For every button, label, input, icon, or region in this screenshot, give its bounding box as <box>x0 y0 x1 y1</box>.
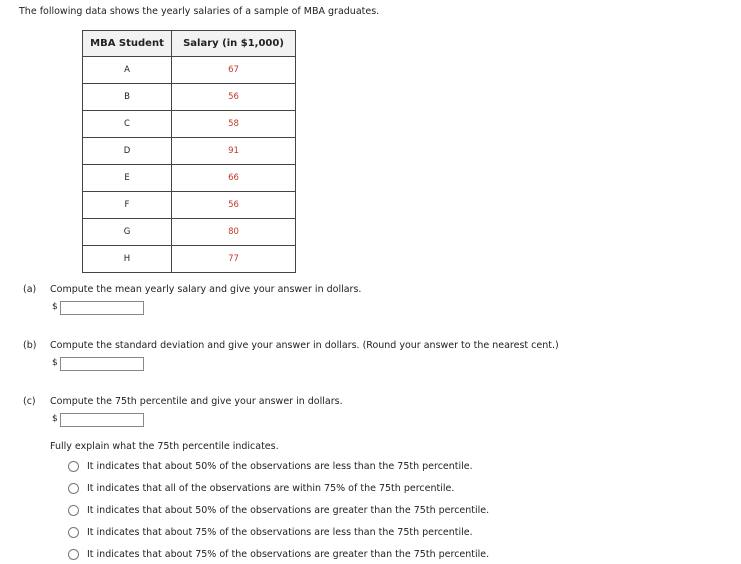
student-cell: B <box>83 84 172 111</box>
option-3[interactable] <box>68 504 489 516</box>
salary-cell: 77 <box>172 246 296 273</box>
radio-button[interactable] <box>68 461 79 472</box>
salary-cell: 67 <box>172 57 296 84</box>
table-row <box>83 165 296 192</box>
option-5[interactable] <box>68 548 489 560</box>
part-c-label: (c) <box>23 396 36 407</box>
part-a-question: Compute the mean yearly salary and give your answer in dollars. <box>50 284 362 295</box>
part-a-currency: $ <box>52 302 58 312</box>
student-cell: E <box>83 165 172 192</box>
table-header-row <box>83 31 296 57</box>
option-label: It indicates that about 50% of the observations are greater than the 75th percentile. <box>87 504 490 516</box>
table-row <box>83 219 296 246</box>
salary-cell: 58 <box>172 111 296 138</box>
part-c-question: Compute the 75th percentile and give your answer in dollars. <box>50 396 343 407</box>
header-mba-student: MBA Student <box>83 31 172 57</box>
radio-button[interactable] <box>68 549 79 560</box>
radio-button[interactable] <box>68 483 79 494</box>
part-a-label: (a) <box>23 284 37 295</box>
table-row <box>83 57 296 84</box>
header-salary: Salary (in $1,000) <box>172 31 296 57</box>
part-b-currency: $ <box>52 358 58 368</box>
option-label: It indicates that about 75% of the observations are greater than the 75th percentile. <box>87 548 490 560</box>
student-cell: G <box>83 219 172 246</box>
part-c-answer-input[interactable] <box>60 413 144 427</box>
part-c-currency: $ <box>52 414 58 424</box>
option-label: It indicates that about 50% of the observations are less than the 75th percentile. <box>87 460 473 472</box>
option-4[interactable] <box>68 526 473 538</box>
table-row <box>83 84 296 111</box>
option-1[interactable] <box>68 460 473 472</box>
salary-table <box>82 30 296 273</box>
part-b-answer-input[interactable] <box>60 357 144 371</box>
table-row <box>83 246 296 273</box>
student-cell: D <box>83 138 172 165</box>
student-cell: H <box>83 246 172 273</box>
student-cell: F <box>83 192 172 219</box>
intro-text: The following data shows the yearly salaries of a sample of MBA graduates. <box>19 6 380 17</box>
option-label: It indicates that all of the observations are within 75% of the 75th percentile. <box>87 482 455 494</box>
option-label: It indicates that about 75% of the observations are less than the 75th percentile. <box>87 526 473 538</box>
table-row <box>83 138 296 165</box>
salary-cell: 80 <box>172 219 296 246</box>
student-cell: A <box>83 57 172 84</box>
salary-cell: 56 <box>172 84 296 111</box>
radio-button[interactable] <box>68 505 79 516</box>
part-b-label: (b) <box>23 340 37 351</box>
option-2[interactable] <box>68 482 454 494</box>
explain-prompt: Fully explain what the 75th percentile indicates. <box>50 441 279 452</box>
student-cell: C <box>83 111 172 138</box>
salary-cell: 66 <box>172 165 296 192</box>
salary-cell: 56 <box>172 192 296 219</box>
part-a-answer-input[interactable] <box>60 301 144 315</box>
table-row <box>83 192 296 219</box>
part-b-question: Compute the standard deviation and give your answer in dollars. (Round your answer to the nearest cent.) <box>50 340 559 351</box>
radio-button[interactable] <box>68 527 79 538</box>
table-row <box>83 111 296 138</box>
salary-cell: 91 <box>172 138 296 165</box>
